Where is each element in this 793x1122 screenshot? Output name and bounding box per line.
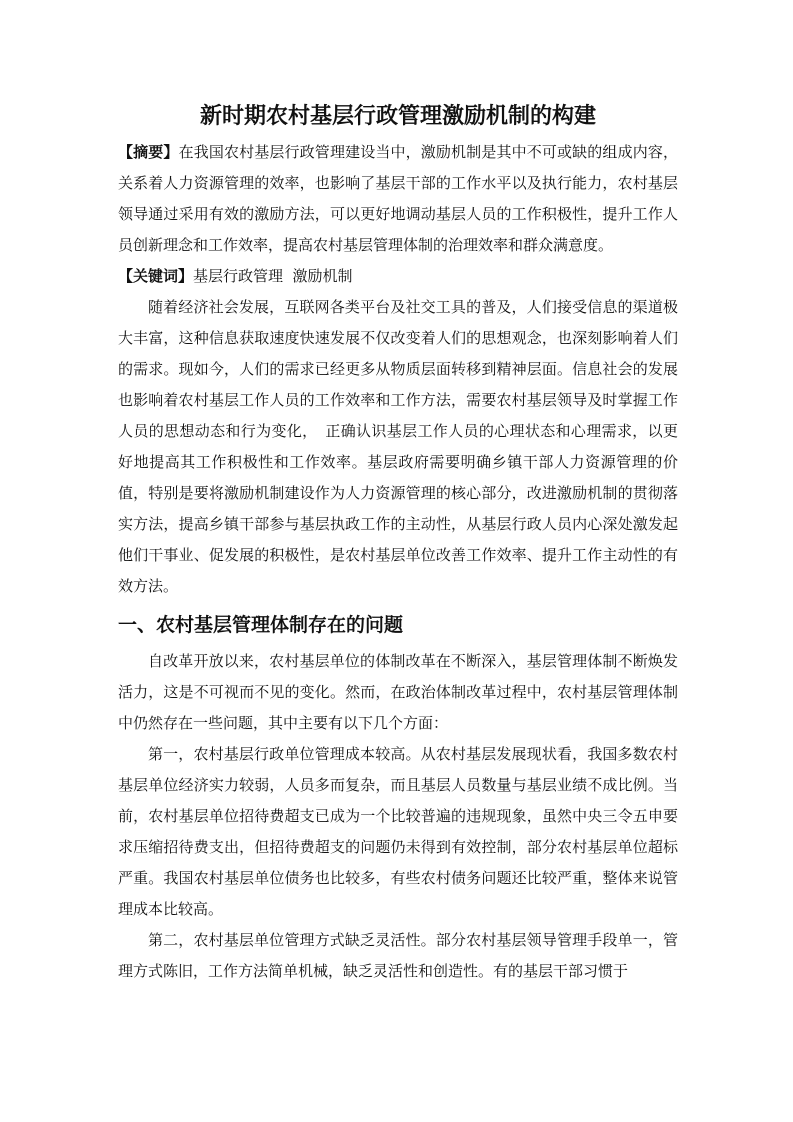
section-1-paragraph-2: 第一，农村基层行政单位管理成本较高。从农村基层发展现状看，我国多数农村基层单位经济实力较弱，人员多而复杂，而且基层人员数量与基层业绩不成比例。当前，农村基层单位招待费超支已成为一个比较普遍的违规现象，虽然中央三令五申要求压缩招待费支出，但招待费超支的问题仍未得到有效控制，部分农村基层单位超标严重。我国农村基层单位债务也比较多，有些农村债务问题还比较严重，整体来说管理成本比较高。 [118, 745, 678, 918]
section-1-paragraph-1: 自改革开放以来，农村基层单位的体制改革在不断深入，基层管理体制不断焕发活力，这是不可视而不见的变化。然而，在政治体制改革过程中，农村基层管理体制中仍然存在一些问题，其中主要有以下几个方面： [118, 652, 678, 732]
section-1-paragraph-3: 第二，农村基层单位管理方式缺乏灵活性。部分农村基层领导管理手段单一，管理方式陈旧，工作方法简单机械，缺乏灵活性和创造性。有的基层干部习惯于 [118, 931, 678, 980]
keywords-paragraph [118, 261, 678, 292]
abstract-label: 【摘要】 [118, 143, 179, 161]
keywords-text: 基层行政管理 激励机制 [193, 267, 353, 285]
document-title: 新时期农村基层行政管理激励机制的构建 [199, 104, 596, 129]
section-1-heading: 一、农村基层管理体制存在的问题 [118, 614, 404, 636]
keywords-label: 【关键词】 [118, 267, 194, 285]
abstract-paragraph [118, 137, 678, 261]
abstract-text: 在我国农村基层行政管理建设当中，激励机制是其中不可或缺的组成内容，关系着人力资源管理的效率，也影响了基层干部的工作水平以及执行能力，农村基层领导通过采用有效的激励方法，可以更好地调动基层人员的工作积极性，提升工作人员创新理念和工作效率，提高农村基层管理体制的治理效率和群众满意度。 [118, 143, 678, 254]
document-page [118, 92, 678, 987]
intro-paragraph: 随着经济社会发展，互联网各类平台及社交工具的普及，人们接受信息的渠道极大丰富，这种信息获取速度快速发展不仅改变着人们的思想观念，也深刻影响着人们的需求。现如今，人们的需求已经更多从物质层面转移到精神层面。信息社会的发展也影响着农村基层工作人员的工作效率和工作方法，需要农村基层领导及时掌握工作人员的思想动态和行为变化， 正确认识基层工作人员的心理状态和心理需求，以更好地提高其工作积极性和工作效率。基层政府需要明确乡镇干部人力资源管理的价值，特别是要将激励机制建设作为人力资源管理的核心部分，改进激励机制的贯彻落实方法，提高乡镇干部参与基层执政工作的主动性，从基层行政人员内心深处激发起他们干事业、促发展的积极性，是农村基层单位改善工作效率、提升工作主动性的有效方法。 [118, 298, 678, 595]
